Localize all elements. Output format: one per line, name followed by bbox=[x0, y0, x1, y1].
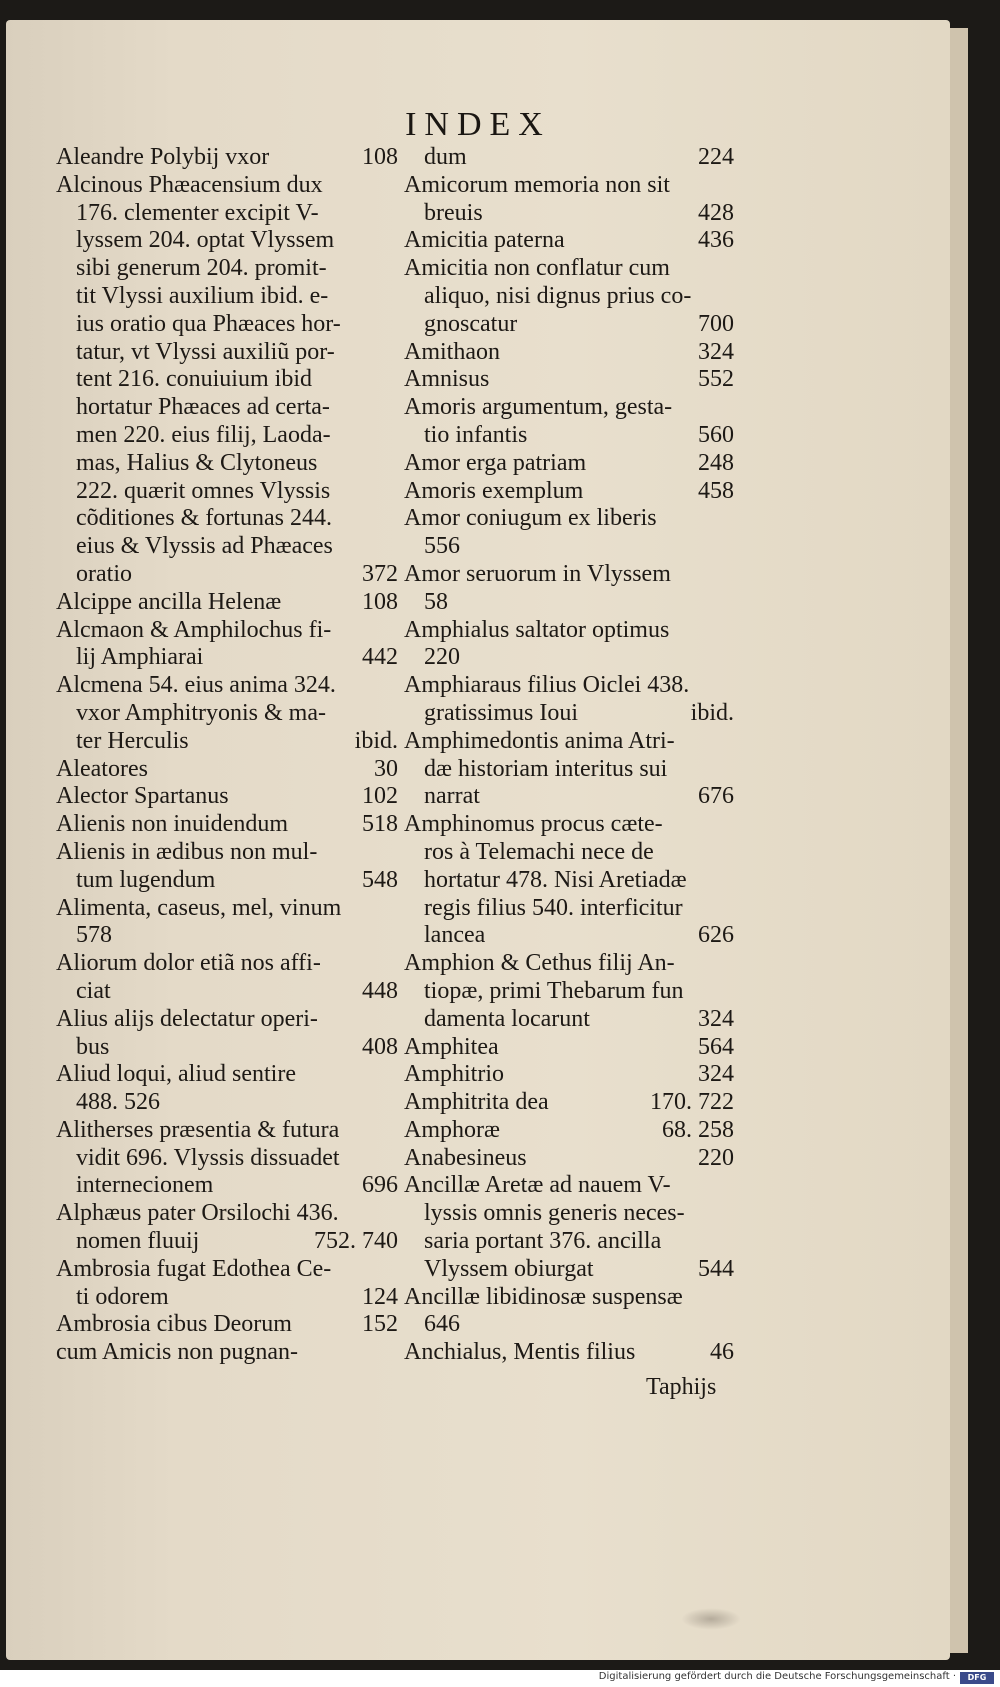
entry-text: Amphimedontis anima Atri- bbox=[404, 727, 675, 754]
entry-text: Amor erga patriam bbox=[404, 449, 587, 476]
index-entry-line bbox=[404, 1117, 734, 1145]
entry-text: lij Amphiarai bbox=[76, 644, 204, 671]
entry-text: 220 bbox=[424, 644, 460, 671]
entry-text: 578 bbox=[76, 922, 112, 949]
entry-text: hortatur Phæaces ad certa- bbox=[76, 394, 330, 421]
entry-text: hortatur 478. Nisi Aretiadæ bbox=[424, 866, 687, 893]
entry-page-number bbox=[724, 756, 734, 784]
entry-text: aliquo, nisi dignus prius co- bbox=[424, 282, 692, 309]
entry-page-number: 428 bbox=[698, 199, 734, 226]
index-entry-line bbox=[404, 255, 734, 283]
index-entry-line bbox=[56, 1256, 398, 1284]
entry-text: Anabesineus bbox=[404, 1144, 527, 1171]
index-entry-line bbox=[56, 1089, 398, 1117]
entry-text: Alius alijs delectatur operi- bbox=[56, 1005, 318, 1032]
entry-page-number: 408 bbox=[362, 1033, 398, 1060]
entry-page-number bbox=[388, 255, 398, 283]
entry-page-number bbox=[724, 644, 734, 672]
entry-page-number bbox=[724, 255, 734, 283]
entry-page-number bbox=[724, 867, 734, 895]
index-entry-line bbox=[404, 644, 734, 672]
entry-text: tiopæ, primi Thebarum fun bbox=[424, 977, 684, 1004]
index-entry-line bbox=[404, 672, 734, 700]
index-entry-line bbox=[404, 311, 734, 339]
entry-text: Anchialus, Mentis filius bbox=[404, 1339, 636, 1366]
entry-text: Vlyssem obiurgat bbox=[424, 1255, 594, 1282]
entry-text: 488. 526 bbox=[76, 1089, 160, 1116]
index-entry-line bbox=[404, 978, 734, 1006]
entry-page-number bbox=[388, 505, 398, 533]
entry-page-number bbox=[388, 700, 398, 728]
entry-page-number bbox=[388, 227, 398, 255]
index-entry-line bbox=[56, 728, 398, 756]
entry-page-number bbox=[724, 728, 734, 756]
entry-text: Ambrosia cibus Deorum bbox=[56, 1311, 292, 1338]
index-entry-line bbox=[404, 1339, 734, 1367]
index-entry-line bbox=[404, 1061, 734, 1089]
index-entry-line bbox=[404, 589, 734, 617]
index-entry-line bbox=[56, 1228, 398, 1256]
entry-text: Amphialus saltator optimus bbox=[404, 616, 670, 643]
index-entry-line bbox=[56, 1145, 398, 1173]
entry-page-number bbox=[388, 339, 398, 367]
index-entry-line bbox=[404, 1228, 734, 1256]
entry-page-number: ibid. bbox=[354, 727, 398, 754]
index-entry-line bbox=[404, 394, 734, 422]
index-entry-line bbox=[404, 144, 734, 172]
index-entry-line bbox=[404, 1145, 734, 1173]
entry-page-number: 442 bbox=[362, 644, 398, 671]
entry-page-number bbox=[724, 895, 734, 923]
entry-text: Amphoræ bbox=[404, 1116, 500, 1143]
entry-text: Alienis in ædibus non mul- bbox=[56, 838, 318, 865]
entry-text: oratio bbox=[76, 560, 132, 587]
entry-page-number: 544 bbox=[698, 1255, 734, 1282]
entry-text: 646 bbox=[424, 1311, 460, 1338]
index-entry-line bbox=[56, 450, 398, 478]
dfg-logo: DFG bbox=[960, 1672, 994, 1684]
entry-page-number bbox=[388, 1339, 398, 1367]
entry-text: bus bbox=[76, 1033, 110, 1060]
entry-text: damenta locarunt bbox=[424, 1005, 590, 1032]
entry-text: 176. clementer excipit V- bbox=[76, 199, 319, 226]
entry-page-number bbox=[724, 839, 734, 867]
index-entry-line bbox=[404, 1172, 734, 1200]
entry-page-number bbox=[724, 1311, 734, 1339]
index-entry-line bbox=[56, 617, 398, 645]
entry-page-number: 700 bbox=[698, 310, 734, 337]
index-entry-line bbox=[404, 1034, 734, 1062]
entry-text: tum lugendum bbox=[76, 866, 216, 893]
entry-page-number: 68. 258 bbox=[662, 1116, 734, 1143]
index-entry-line bbox=[56, 200, 398, 228]
index-entry-line bbox=[56, 144, 398, 172]
index-entry-line bbox=[56, 867, 398, 895]
entry-page-number bbox=[388, 672, 398, 700]
entry-page-number bbox=[724, 533, 734, 561]
index-entry-line bbox=[404, 700, 734, 728]
index-entry-line bbox=[404, 895, 734, 923]
entry-text: dum bbox=[424, 144, 467, 170]
index-entry-line bbox=[56, 533, 398, 561]
index-entry-line bbox=[56, 172, 398, 200]
entry-text: ter Herculis bbox=[76, 727, 189, 754]
entry-text: regis filius 540. interficitur bbox=[424, 894, 683, 921]
entry-page-number: 324 bbox=[698, 1005, 734, 1032]
entry-text: sibi generum 204. promit- bbox=[76, 255, 327, 282]
entry-page-number bbox=[388, 394, 398, 422]
index-entry-line bbox=[404, 172, 734, 200]
entry-text: Alcmena 54. eius anima 324. bbox=[56, 672, 336, 699]
index-entry-line bbox=[56, 1034, 398, 1062]
entry-text: Amnisus bbox=[404, 366, 490, 393]
index-entry-line bbox=[56, 1172, 398, 1200]
entry-text: tatur, vt Vlyssi auxiliũ por- bbox=[76, 338, 335, 365]
entry-page-number bbox=[388, 450, 398, 478]
index-entry-line bbox=[56, 589, 398, 617]
entry-text: Amicitia non conflatur cum bbox=[404, 255, 670, 282]
entry-text: gnoscatur bbox=[424, 310, 518, 337]
index-entry-line bbox=[56, 895, 398, 923]
entry-page-number bbox=[388, 533, 398, 561]
entry-text: lancea bbox=[424, 922, 486, 949]
entry-page-number bbox=[724, 617, 734, 645]
entry-text: Aliorum dolor etiã nos affi- bbox=[56, 950, 321, 977]
entry-page-number bbox=[724, 1228, 734, 1256]
entry-page-number bbox=[724, 589, 734, 617]
entry-page-number bbox=[388, 366, 398, 394]
entry-text: Amphitrio bbox=[404, 1061, 504, 1088]
entry-text: tit Vlyssi auxilium ibid. e- bbox=[76, 282, 329, 309]
entry-page-number bbox=[724, 950, 734, 978]
entry-text: Amphitrita dea bbox=[404, 1089, 549, 1116]
entry-text: Alcmaon & Amphilochus fi- bbox=[56, 616, 332, 643]
ink-smudge bbox=[681, 1608, 741, 1630]
index-entry-line bbox=[404, 811, 734, 839]
entry-text: Aleandre Polybij vxor bbox=[56, 144, 270, 170]
index-entry-line bbox=[404, 1006, 734, 1034]
index-entry-line bbox=[56, 1284, 398, 1312]
entry-page-number: 548 bbox=[362, 866, 398, 893]
entry-text: cum Amicis non pugnan- bbox=[56, 1339, 298, 1366]
entry-page-number bbox=[388, 1256, 398, 1284]
index-entry-line bbox=[56, 311, 398, 339]
entry-text: saria portant 376. ancilla bbox=[424, 1228, 662, 1255]
entry-page-number bbox=[724, 394, 734, 422]
catchword: Taphijs bbox=[646, 1374, 717, 1400]
entry-page-number bbox=[724, 283, 734, 311]
entry-page-number bbox=[388, 950, 398, 978]
index-entry-line bbox=[56, 950, 398, 978]
entry-page-number: 752. 740 bbox=[314, 1228, 398, 1255]
entry-page-number: 372 bbox=[362, 560, 398, 587]
entry-text: Ancillæ Aretæ ad nauem V- bbox=[404, 1172, 671, 1199]
index-entry-line bbox=[56, 839, 398, 867]
index-entry-line bbox=[56, 227, 398, 255]
entry-page-number: 124 bbox=[362, 1283, 398, 1310]
index-entry-line bbox=[404, 783, 734, 811]
entry-text: Alcippe ancilla Helenæ bbox=[56, 588, 282, 615]
entry-page-number: 676 bbox=[698, 783, 734, 810]
entry-text: ciat bbox=[76, 977, 111, 1004]
footer-bar bbox=[0, 1670, 1000, 1687]
entry-text: Amphitea bbox=[404, 1033, 499, 1060]
index-entry-line bbox=[404, 1311, 734, 1339]
entry-page-number: 552 bbox=[698, 366, 734, 393]
entry-text: ros à Telemachi nece de bbox=[424, 838, 654, 865]
entry-page-number: 102 bbox=[362, 783, 398, 810]
entry-page-number bbox=[388, 422, 398, 450]
index-entry-line bbox=[56, 505, 398, 533]
entry-text: 556 bbox=[424, 533, 460, 560]
entry-text: Alienis non inuidendum bbox=[56, 811, 288, 838]
entry-text: breuis bbox=[424, 199, 483, 226]
entry-page-number: 436 bbox=[698, 227, 734, 254]
entry-page-number bbox=[724, 505, 734, 533]
entry-page-number: 448 bbox=[362, 977, 398, 1004]
entry-text: vidit 696. Vlyssis dissuadet bbox=[76, 1144, 340, 1171]
index-entry-line bbox=[56, 394, 398, 422]
index-entry-line bbox=[404, 839, 734, 867]
entry-text: Amithaon bbox=[404, 338, 500, 365]
entry-page-number: 626 bbox=[698, 922, 734, 949]
index-entry-line bbox=[56, 700, 398, 728]
entry-page-number bbox=[388, 200, 398, 228]
entry-page-number bbox=[724, 672, 734, 700]
index-column-right bbox=[404, 144, 734, 1367]
entry-text: Amoris argumentum, gesta- bbox=[404, 394, 673, 421]
entry-text: lyssem 204. optat Vlyssem bbox=[76, 227, 335, 254]
index-entry-line bbox=[404, 1256, 734, 1284]
index-entry-line bbox=[56, 1006, 398, 1034]
entry-page-number bbox=[388, 283, 398, 311]
index-entry-line bbox=[404, 728, 734, 756]
entry-text: 58 bbox=[424, 588, 448, 615]
entry-page-number: 324 bbox=[698, 338, 734, 365]
entry-page-number: 518 bbox=[362, 811, 398, 838]
index-entry-line bbox=[404, 922, 734, 950]
index-entry-line bbox=[404, 227, 734, 255]
index-entry-line bbox=[404, 366, 734, 394]
index-entry-line bbox=[56, 255, 398, 283]
entry-page-number bbox=[724, 1284, 734, 1312]
entry-page-number bbox=[388, 895, 398, 923]
entry-page-number bbox=[388, 617, 398, 645]
entry-page-number: 560 bbox=[698, 421, 734, 448]
index-entry-line bbox=[56, 1311, 398, 1339]
index-entry-line bbox=[404, 533, 734, 561]
entry-text: Amphinomus procus cæte- bbox=[404, 811, 663, 838]
index-entry-line bbox=[404, 478, 734, 506]
index-entry-line bbox=[56, 561, 398, 589]
index-entry-line bbox=[56, 283, 398, 311]
entry-page-number: 108 bbox=[362, 588, 398, 615]
index-entry-line bbox=[56, 922, 398, 950]
index-entry-line bbox=[404, 867, 734, 895]
entry-page-number: 30 bbox=[374, 755, 398, 782]
entry-page-number bbox=[388, 478, 398, 506]
index-entry-line bbox=[404, 200, 734, 228]
index-entry-line bbox=[56, 756, 398, 784]
entry-page-number bbox=[388, 1145, 398, 1173]
entry-text: Alitherses præsentia & futura bbox=[56, 1116, 340, 1143]
entry-text: dæ historiam interitus sui bbox=[424, 755, 668, 782]
entry-page-number: 170. 722 bbox=[650, 1089, 734, 1116]
entry-text: Alcinous Phæacensium dux bbox=[56, 171, 323, 198]
index-entry-line bbox=[404, 561, 734, 589]
entry-page-number: 564 bbox=[698, 1033, 734, 1060]
index-entry-line bbox=[404, 339, 734, 367]
index-entry-line bbox=[404, 1284, 734, 1312]
index-entry-line bbox=[56, 644, 398, 672]
index-entry-line bbox=[404, 283, 734, 311]
index-entry-line bbox=[56, 1200, 398, 1228]
entry-page-number: 220 bbox=[698, 1144, 734, 1171]
index-entry-line bbox=[404, 1200, 734, 1228]
index-entry-line bbox=[404, 422, 734, 450]
entry-page-number bbox=[724, 1172, 734, 1200]
entry-text: internecionem bbox=[76, 1172, 214, 1199]
entry-text: Amphion & Cethus filij An- bbox=[404, 950, 675, 977]
entry-page-number bbox=[724, 1200, 734, 1228]
index-entry-line bbox=[404, 505, 734, 533]
index-column-left bbox=[56, 144, 398, 1367]
entry-text: mas, Halius & Clytoneus bbox=[76, 449, 318, 476]
entry-page-number bbox=[388, 1089, 398, 1117]
entry-text: lyssis omnis generis neces- bbox=[424, 1200, 685, 1227]
entry-text: nomen fluuij bbox=[76, 1228, 200, 1255]
index-entry-line bbox=[56, 783, 398, 811]
entry-page-number bbox=[388, 1117, 398, 1145]
entry-page-number: 248 bbox=[698, 449, 734, 476]
entry-page-number bbox=[388, 839, 398, 867]
entry-text: Aliud loqui, aliud sentire bbox=[56, 1061, 296, 1088]
index-entry-line bbox=[56, 478, 398, 506]
entry-text: Amicorum memoria non sit bbox=[404, 171, 670, 198]
index-entry-line bbox=[56, 422, 398, 450]
entry-text: Amicitia paterna bbox=[404, 227, 565, 254]
entry-text: narrat bbox=[424, 783, 480, 810]
entry-text: Alimenta, caseus, mel, vinum bbox=[56, 894, 342, 921]
entry-page-number bbox=[388, 922, 398, 950]
entry-page-number: 324 bbox=[698, 1061, 734, 1088]
entry-text: Ancillæ libidinosæ suspensæ bbox=[404, 1283, 683, 1310]
entry-page-number bbox=[724, 978, 734, 1006]
entry-text: tio infantis bbox=[424, 421, 528, 448]
entry-page-number bbox=[388, 311, 398, 339]
entry-page-number bbox=[388, 1061, 398, 1089]
entry-text: ius oratio qua Phæaces hor- bbox=[76, 310, 341, 337]
entry-page-number: 108 bbox=[362, 144, 398, 170]
entry-text: Alphæus pater Orsilochi 436. bbox=[56, 1200, 339, 1227]
entry-text: vxor Amphitryonis & ma- bbox=[76, 699, 326, 726]
entry-text: Amphiaraus filius Oiclei 438. bbox=[404, 672, 690, 699]
entry-text: Alector Spartanus bbox=[56, 783, 229, 810]
entry-page-number bbox=[724, 561, 734, 589]
entry-text: gratissimus Ioui bbox=[424, 699, 578, 726]
entry-page-number: 224 bbox=[698, 144, 734, 170]
entry-page-number bbox=[724, 172, 734, 200]
entry-text: Ambrosia fugat Edothea Ce- bbox=[56, 1255, 332, 1282]
entry-page-number bbox=[388, 1006, 398, 1034]
entry-page-number: 458 bbox=[698, 477, 734, 504]
index-entry-line bbox=[404, 756, 734, 784]
entry-page-number: 696 bbox=[362, 1172, 398, 1199]
entry-text: cõditiones & fortunas 244. bbox=[76, 505, 332, 532]
entry-page-number: 46 bbox=[710, 1339, 734, 1366]
index-entry-line bbox=[56, 339, 398, 367]
book-page bbox=[6, 20, 950, 1660]
entry-page-number bbox=[388, 1200, 398, 1228]
index-entry-line bbox=[56, 1339, 398, 1367]
page-title: INDEX bbox=[405, 106, 551, 143]
entry-text: Amoris exemplum bbox=[404, 477, 584, 504]
entry-text: Aleatores bbox=[56, 755, 148, 782]
entry-text: Amor coniugum ex liberis bbox=[404, 505, 657, 532]
index-entry-line bbox=[404, 450, 734, 478]
index-entry-line bbox=[404, 950, 734, 978]
entry-text: Amor seruorum in Vlyssem bbox=[404, 560, 671, 587]
index-entry-line bbox=[404, 617, 734, 645]
entry-text: ti odorem bbox=[76, 1283, 169, 1310]
entry-page-number bbox=[724, 811, 734, 839]
entry-page-number: 152 bbox=[362, 1311, 398, 1338]
index-entry-line bbox=[56, 672, 398, 700]
entry-text: tent 216. conuiuium ibid bbox=[76, 366, 312, 393]
entry-text: 222. quærit omnes Vlyssis bbox=[76, 477, 331, 504]
index-entry-line bbox=[404, 1089, 734, 1117]
index-entry-line bbox=[56, 366, 398, 394]
index-entry-line bbox=[56, 978, 398, 1006]
index-entry-line bbox=[56, 811, 398, 839]
entry-text: eius & Vlyssis ad Phæaces bbox=[76, 533, 333, 560]
footer-credit: Digitalisierung gefördert durch die Deutsche Forschungsgemeinschaft · bbox=[598, 1671, 956, 1682]
index-entry-line bbox=[56, 1117, 398, 1145]
entry-page-number bbox=[388, 172, 398, 200]
entry-text: men 220. eius filij, Laoda- bbox=[76, 421, 331, 448]
index-entry-line bbox=[56, 1061, 398, 1089]
entry-page-number: ibid. bbox=[690, 699, 734, 726]
